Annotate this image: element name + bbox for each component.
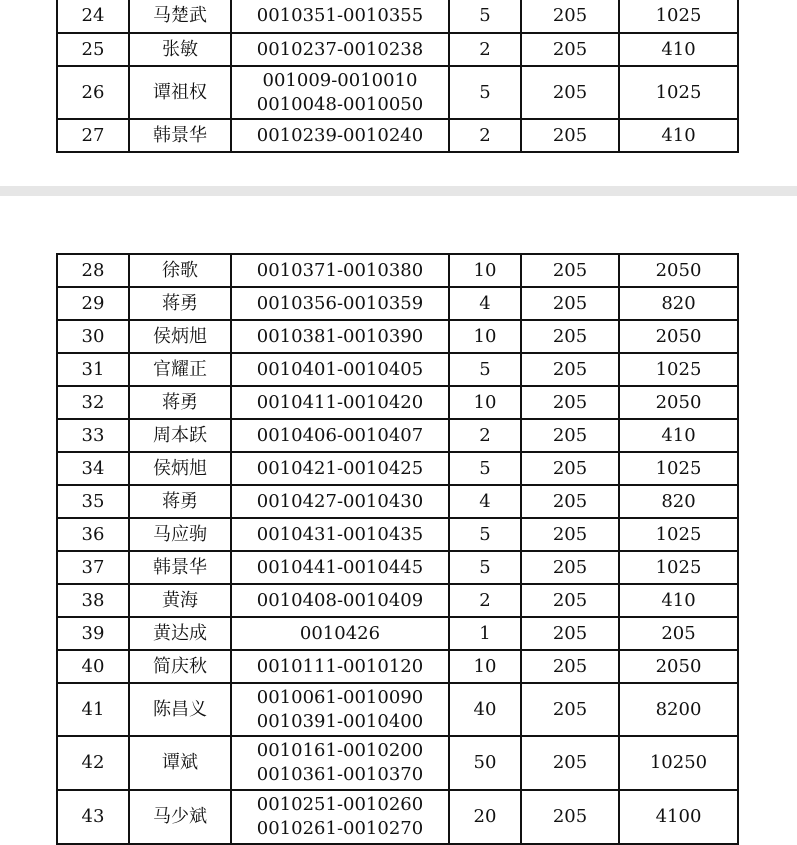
quantity-cell: 5 — [449, 518, 521, 551]
amount-cell: 410 — [619, 33, 738, 66]
unit-price-cell: 205 — [521, 66, 619, 119]
row-number-cell: 30 — [57, 320, 129, 353]
amount-cell: 205 — [619, 617, 738, 650]
holder-name-cell: 周本跃 — [129, 419, 231, 452]
ticket-range-cell — [231, 518, 449, 551]
holder-name-cell: 官耀正 — [129, 353, 231, 386]
row-number-cell: 33 — [57, 419, 129, 452]
ticket-range-cell — [231, 386, 449, 419]
ticket-range-cell — [231, 33, 449, 66]
quantity-cell: 10 — [449, 386, 521, 419]
amount-cell: 410 — [619, 119, 738, 152]
unit-price-cell: 205 — [521, 419, 619, 452]
row-number-cell: 32 — [57, 386, 129, 419]
ticket-range-line: 0010401-0010405 — [256, 358, 424, 380]
ticket-range-line: 0010061-0010090 — [256, 686, 424, 708]
unit-price-cell: 205 — [521, 736, 619, 790]
ticket-range-line: 0010426 — [299, 622, 381, 644]
holder-name-cell: 蒋勇 — [129, 485, 231, 518]
ticket-range-cell — [231, 353, 449, 386]
quantity-cell: 5 — [449, 551, 521, 584]
amount-cell: 2050 — [619, 254, 738, 287]
ticket-range-line: 0010427-0010430 — [256, 490, 424, 512]
unit-price-cell: 205 — [521, 452, 619, 485]
amount-cell: 8200 — [619, 683, 738, 736]
ticket-range-line: 0010261-0010270 — [256, 818, 424, 839]
holder-name-cell: 侯炳旭 — [129, 452, 231, 485]
table-row — [57, 353, 738, 386]
ticket-range-line: 0010431-0010435 — [256, 523, 424, 545]
unit-price-cell: 205 — [521, 551, 619, 584]
row-number-cell: 40 — [57, 650, 129, 683]
amount-cell: 1025 — [619, 66, 738, 119]
unit-price-cell: 205 — [521, 386, 619, 419]
holder-name-cell: 徐歌 — [129, 254, 231, 287]
table-row — [57, 119, 738, 152]
row-number-cell: 34 — [57, 452, 129, 485]
holder-name-cell: 简庆秋 — [129, 650, 231, 683]
ticket-range-cell — [231, 736, 449, 790]
row-number-cell: 43 — [57, 790, 129, 844]
ticket-range-line: 0010361-0010370 — [256, 764, 424, 785]
quantity-cell: 2 — [449, 419, 521, 452]
ticket-table-bottom — [56, 253, 739, 845]
holder-name-cell: 马应驹 — [129, 518, 231, 551]
holder-name-cell: 侯炳旭 — [129, 320, 231, 353]
ticket-range-cell — [231, 254, 449, 287]
ticket-range-line: 0010408-0010409 — [256, 589, 424, 611]
holder-name-cell: 蒋勇 — [129, 386, 231, 419]
amount-cell: 4100 — [619, 790, 738, 844]
ticket-range-cell — [231, 119, 449, 152]
table-row — [57, 287, 738, 320]
ticket-range-cell — [231, 485, 449, 518]
holder-name-cell: 黄海 — [129, 584, 231, 617]
ticket-range-cell — [231, 683, 449, 736]
row-number-cell: 24 — [57, 0, 129, 33]
ticket-range-line: 0010251-0010260 — [256, 794, 424, 815]
amount-cell: 1025 — [619, 353, 738, 386]
table-row — [57, 650, 738, 683]
ticket-range-line: 0010411-0010420 — [256, 391, 424, 413]
ticket-range-line: 0010381-0010390 — [256, 325, 424, 347]
unit-price-cell: 205 — [521, 584, 619, 617]
ticket-range-cell — [231, 287, 449, 320]
amount-cell: 1025 — [619, 518, 738, 551]
table-row — [57, 736, 738, 790]
amount-cell: 1025 — [619, 551, 738, 584]
table-row — [57, 617, 738, 650]
holder-name-cell: 黄达成 — [129, 617, 231, 650]
ticket-range-line: 0010237-0010238 — [256, 38, 424, 60]
table-row — [57, 33, 738, 66]
quantity-cell: 2 — [449, 33, 521, 66]
row-number-cell: 37 — [57, 551, 129, 584]
quantity-cell: 10 — [449, 650, 521, 683]
quantity-cell: 2 — [449, 584, 521, 617]
unit-price-cell: 205 — [521, 0, 619, 33]
ticket-range-line: 0010421-0010425 — [256, 457, 424, 479]
amount-cell: 820 — [619, 287, 738, 320]
row-number-cell: 28 — [57, 254, 129, 287]
holder-name-cell: 张敏 — [129, 33, 231, 66]
unit-price-cell: 205 — [521, 119, 619, 152]
amount-cell: 10250 — [619, 736, 738, 790]
amount-cell: 2050 — [619, 386, 738, 419]
table-row — [57, 452, 738, 485]
row-number-cell: 36 — [57, 518, 129, 551]
unit-price-cell: 205 — [521, 485, 619, 518]
ticket-range-cell — [231, 650, 449, 683]
table-row — [57, 419, 738, 452]
unit-price-cell: 205 — [521, 617, 619, 650]
table-row — [57, 320, 738, 353]
row-number-cell: 31 — [57, 353, 129, 386]
table-row — [57, 66, 738, 119]
table-row — [57, 790, 738, 844]
ticket-range-cell — [231, 551, 449, 584]
holder-name-cell: 谭斌 — [129, 736, 231, 790]
table-row — [57, 254, 738, 287]
quantity-cell: 10 — [449, 254, 521, 287]
quantity-cell: 2 — [449, 119, 521, 152]
row-number-cell: 25 — [57, 33, 129, 66]
table-row — [57, 0, 738, 33]
ticket-range-line: 0010048-0010050 — [256, 93, 424, 115]
ticket-range-cell — [231, 790, 449, 844]
ticket-range-line: 0010441-0010445 — [256, 556, 424, 578]
holder-name-cell: 韩景华 — [129, 119, 231, 152]
ticket-range-cell — [231, 617, 449, 650]
row-number-cell: 41 — [57, 683, 129, 736]
ticket-range-line: 0010351-0010355 — [256, 5, 424, 26]
unit-price-cell: 205 — [521, 650, 619, 683]
ticket-range-cell — [231, 419, 449, 452]
row-number-cell: 39 — [57, 617, 129, 650]
unit-price-cell: 205 — [521, 518, 619, 551]
unit-price-cell: 205 — [521, 254, 619, 287]
ticket-range-cell — [231, 320, 449, 353]
holder-name-cell: 陈昌义 — [129, 683, 231, 736]
table-row — [57, 584, 738, 617]
quantity-cell: 50 — [449, 736, 521, 790]
quantity-cell: 5 — [449, 0, 521, 33]
row-number-cell: 35 — [57, 485, 129, 518]
quantity-cell: 4 — [449, 485, 521, 518]
amount-cell: 410 — [619, 584, 738, 617]
table-row — [57, 683, 738, 736]
row-number-cell: 29 — [57, 287, 129, 320]
amount-cell: 1025 — [619, 452, 738, 485]
ticket-range-line: 001009-0010010 — [262, 69, 418, 91]
holder-name-cell: 蒋勇 — [129, 287, 231, 320]
holder-name-cell: 马楚武 — [129, 0, 231, 33]
ticket-range-line: 0010356-0010359 — [256, 292, 424, 314]
quantity-cell: 5 — [449, 353, 521, 386]
quantity-cell: 4 — [449, 287, 521, 320]
table-row — [57, 386, 738, 419]
quantity-cell: 5 — [449, 66, 521, 119]
amount-cell: 2050 — [619, 650, 738, 683]
ticket-table-top — [56, 0, 739, 153]
ticket-range-cell — [231, 0, 449, 33]
ticket-range-line: 0010161-0010200 — [256, 740, 424, 761]
holder-name-cell: 谭祖权 — [129, 66, 231, 119]
unit-price-cell: 205 — [521, 320, 619, 353]
page-break — [0, 186, 797, 196]
amount-cell: 2050 — [619, 320, 738, 353]
quantity-cell: 40 — [449, 683, 521, 736]
quantity-cell: 1 — [449, 617, 521, 650]
row-number-cell: 27 — [57, 119, 129, 152]
unit-price-cell: 205 — [521, 353, 619, 386]
amount-cell: 1025 — [619, 0, 738, 33]
ticket-range-line: 0010406-0010407 — [256, 424, 424, 446]
ticket-range-line: 0010239-0010240 — [256, 124, 424, 146]
holder-name-cell: 马少斌 — [129, 790, 231, 844]
unit-price-cell: 205 — [521, 683, 619, 736]
ticket-range-cell — [231, 66, 449, 119]
unit-price-cell: 205 — [521, 287, 619, 320]
amount-cell: 410 — [619, 419, 738, 452]
unit-price-cell: 205 — [521, 790, 619, 844]
ticket-range-line: 0010111-0010120 — [256, 655, 424, 677]
amount-cell: 820 — [619, 485, 738, 518]
quantity-cell: 5 — [449, 452, 521, 485]
quantity-cell: 20 — [449, 790, 521, 844]
table-row — [57, 518, 738, 551]
table-row — [57, 485, 738, 518]
row-number-cell: 26 — [57, 66, 129, 119]
ticket-range-line: 0010371-0010380 — [256, 259, 424, 281]
ticket-range-cell — [231, 584, 449, 617]
quantity-cell: 10 — [449, 320, 521, 353]
table-row — [57, 551, 738, 584]
row-number-cell: 38 — [57, 584, 129, 617]
row-number-cell: 42 — [57, 736, 129, 790]
ticket-range-line: 0010391-0010400 — [256, 710, 424, 732]
holder-name-cell: 韩景华 — [129, 551, 231, 584]
unit-price-cell: 205 — [521, 33, 619, 66]
ticket-range-cell — [231, 452, 449, 485]
